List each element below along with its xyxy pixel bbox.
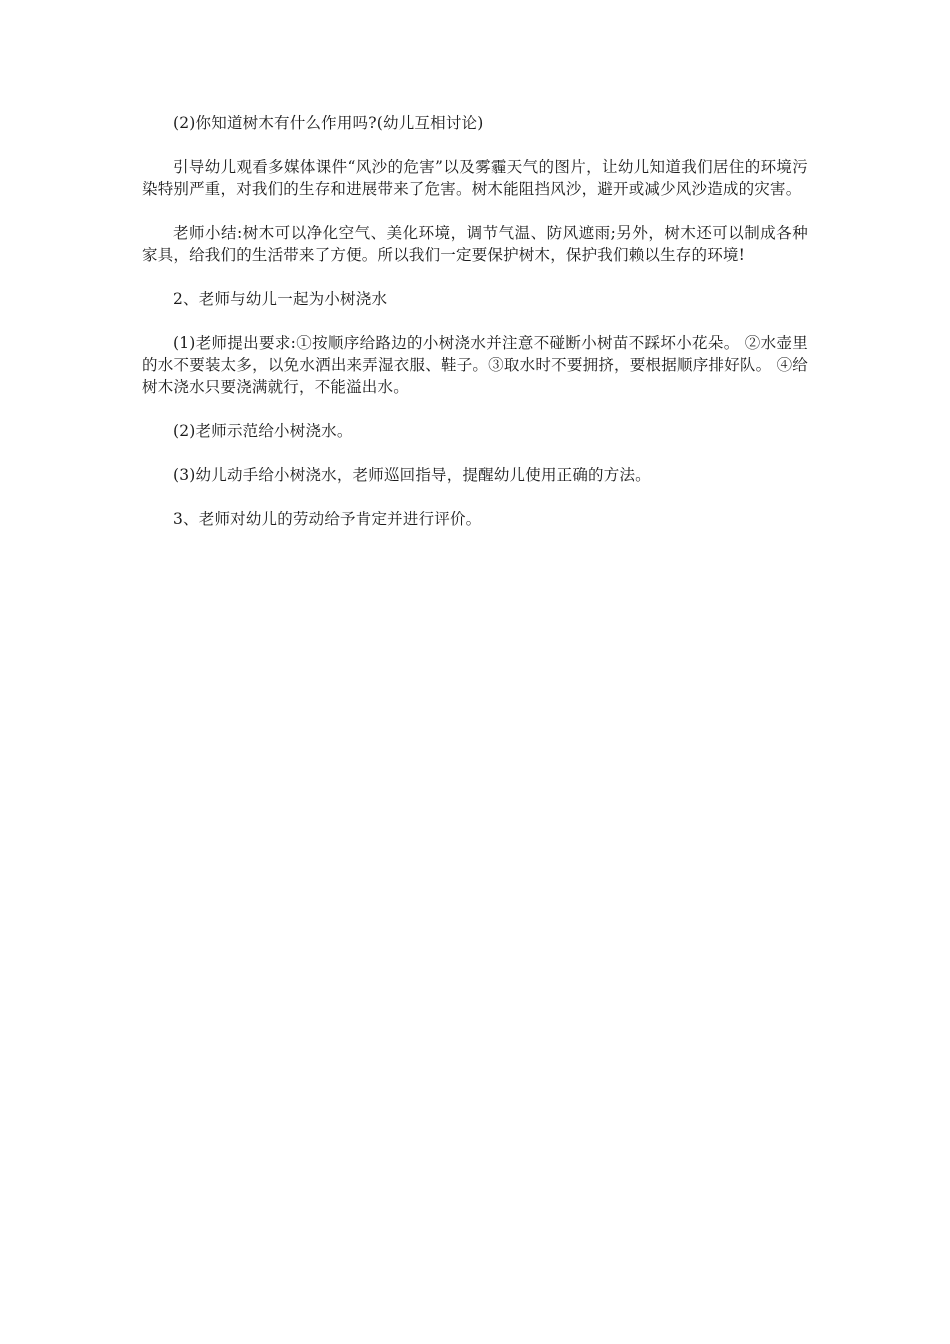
paragraph-teacher-demo: (2)老师示范给小树浇水。 bbox=[173, 422, 353, 440]
paragraph-teacher-summary: 老师小结:树木可以净化空气、美化环境，调节气温、防风遮雨;另外，树木还可以制成各种家具，给我们的生活带来了方便。所以我们一定要保护树木，保护我们赖以生存的环境! bbox=[142, 224, 808, 264]
paragraph-multimedia-sandstorm: 引导幼儿观看多媒体课件“风沙的危害”以及雾霾天气的图片，让幼儿知道我们居住的环境污染特别严重，对我们的生存和进展带来了危害。树木能阻挡风沙，避开或减少风沙造成的灾害。 bbox=[142, 158, 808, 198]
document-body bbox=[142, 112, 808, 552]
paragraph-question-tree-function: (2)你知道树木有什么作用吗?(幼儿互相讨论) bbox=[173, 114, 484, 132]
paragraph-section-2-heading: 2、老师与幼儿一起为小树浇水 bbox=[173, 290, 388, 308]
paragraph-children-watering: (3)幼儿动手给小树浇水，老师巡回指导，提醒幼儿使用正确的方法。 bbox=[173, 466, 651, 484]
paragraph-section-3-heading: 3、老师对幼儿的劳动给予肯定并进行评价。 bbox=[173, 510, 482, 528]
paragraph-watering-requirements: (1)老师提出要求:①按顺序给路边的小树浇水并注意不碰断小树苗不踩坏小花朵。 ②水壶里的水不要装太多，以免水洒出来弄湿衣服、鞋子。③取水时不要拥挤，要根据顺序排好队。 ④给树木浇水只要浇满就行，不能溢出水。 bbox=[142, 334, 808, 396]
